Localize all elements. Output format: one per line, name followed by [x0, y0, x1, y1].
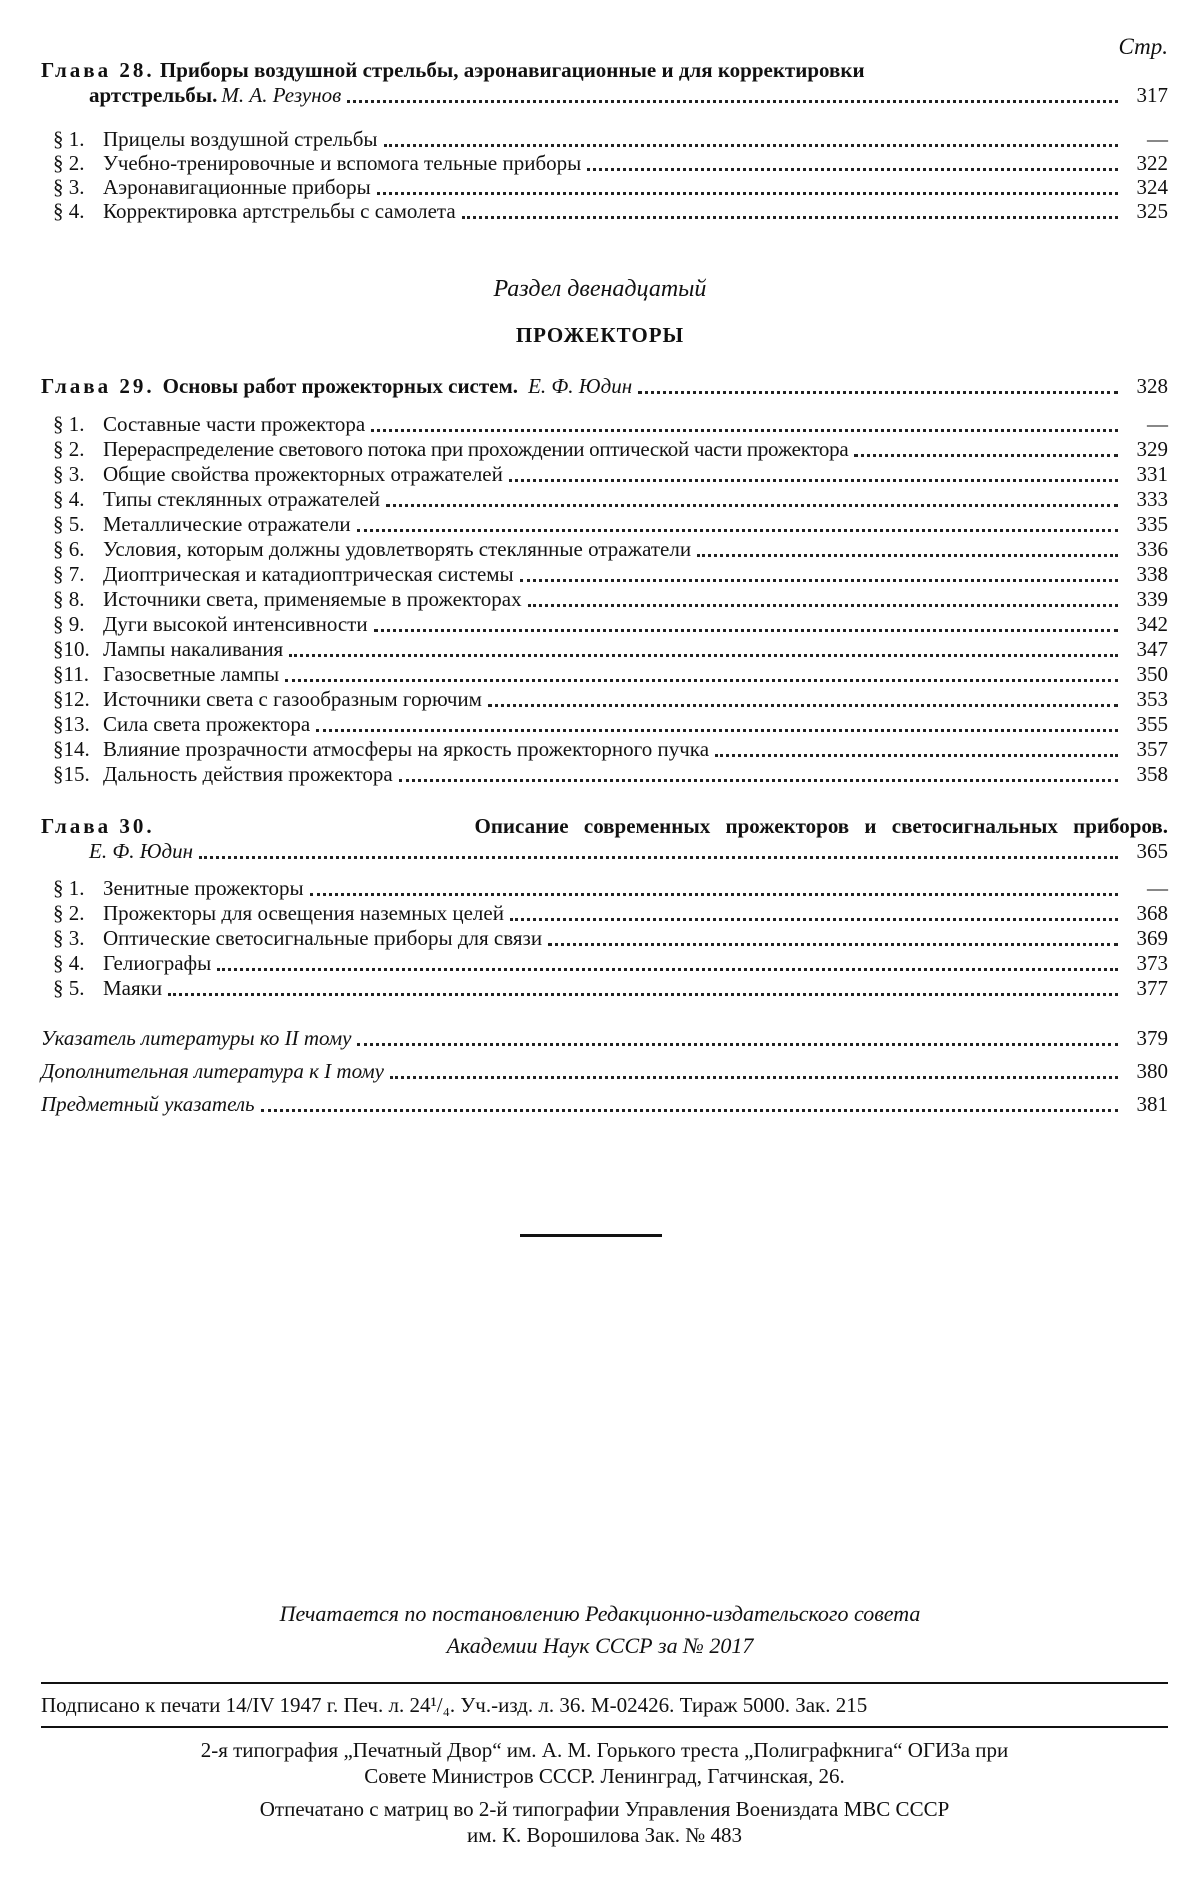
imprint-reprint-line2: им. К. Ворошилова Зак. № 483 [467, 1823, 742, 1847]
toc-page-number: 336 [1136, 537, 1168, 561]
toc-entry [53, 199, 1168, 224]
toc-section-number: § 4. [53, 951, 85, 975]
toc-entry-title: Источники света, применяемые в прожекторах [103, 587, 522, 611]
toc-entry-title: Составные части прожектора [103, 412, 366, 436]
toc-section-number: § 4. [53, 487, 85, 511]
leader-dots [371, 413, 1118, 432]
toc-entry [53, 637, 1168, 662]
toc-section-number: §12. [53, 687, 90, 711]
leader-dots [168, 977, 1118, 996]
toc-page-number: 342 [1136, 612, 1168, 636]
toc-page-number: 357 [1136, 737, 1168, 761]
toc-entry-title: Сила света прожектора [103, 712, 311, 736]
chapter-lead: Глава 30. [41, 814, 155, 838]
toc-page-number: — [1147, 127, 1168, 151]
toc-section-number: § 7. [53, 562, 85, 586]
toc-section-number: §14. [53, 737, 90, 761]
leader-dots [217, 952, 1118, 971]
leader-dots [715, 738, 1118, 757]
toc-section-number: § 1. [53, 412, 85, 436]
toc-page-number: 338 [1136, 562, 1168, 586]
toc-section-number: § 9. [53, 612, 85, 636]
leader-dots [347, 84, 1118, 103]
section-title: ПРОЖЕКТОРЫ [515, 323, 685, 347]
chapter-author: Е. Ф. Юдин [528, 374, 633, 398]
leader-dots [386, 488, 1118, 507]
toc-page-number: 353 [1136, 687, 1168, 711]
chapter-30-heading [41, 814, 1168, 864]
chapter-30-title-line1 [41, 814, 1168, 839]
toc-entry [53, 512, 1168, 537]
toc-entry-title: Корректировка артстрельбы с самолета [103, 199, 456, 223]
toc-page-number: 335 [1136, 512, 1168, 536]
leader-dots [548, 927, 1118, 946]
chapter-title: Приборы воздушной стрельбы, аэронавигационные и для корректировки [159, 58, 865, 82]
toc-entry [53, 737, 1168, 762]
imprint-reprint-line1: Отпечатано с матриц во 2-й типографии Управления Воениздата МВС СССР [259, 1797, 950, 1821]
imprint-printer-line2: Совете Министров СССР. Ленинград, Гатчинская, 26. [364, 1764, 845, 1788]
section-label: Раздел двенадцатый [493, 276, 707, 302]
toc-section-number: § 3. [53, 462, 85, 486]
toc-page-number: 373 [1136, 951, 1168, 975]
toc-entry [53, 901, 1168, 926]
toc-entry [53, 762, 1168, 787]
imprint-resolution-line2: Академии Наук СССР за № 2017 [446, 1633, 754, 1658]
toc-page-number: — [1147, 876, 1168, 900]
index-page-number: 381 [1136, 1092, 1168, 1116]
toc-entry-title: Оптические светосигнальные приборы для связи [103, 926, 543, 950]
index-entry-title: Указатель литературы ко II тому [41, 1026, 352, 1050]
toc-entry [53, 487, 1168, 512]
chapter-29-title-line [41, 374, 1168, 399]
toc-page-number: 347 [1136, 637, 1168, 661]
leader-dots [488, 688, 1118, 707]
toc-entry-title: Условия, которым должны удовлетворять стеклянные отражатели [103, 537, 692, 561]
toc-page-number: — [1147, 412, 1168, 436]
chapter-30-title-line2 [41, 839, 1168, 864]
toc-entry-title: Лампы накаливания [103, 637, 284, 661]
leader-dots [285, 663, 1118, 682]
index-page-number: 379 [1136, 1026, 1168, 1050]
toc-section-number: §15. [53, 762, 90, 786]
chapter-title: Описание современных прожекторов и светосигнальных приборов. [474, 814, 1168, 838]
leader-dots [377, 176, 1118, 195]
leader-dots [399, 763, 1118, 782]
toc-entry-title: Аэронавигационные приборы [103, 175, 371, 199]
chapter-lead: Глава 29. [41, 374, 155, 398]
toc-entry [53, 926, 1168, 951]
toc-entry-title: Дальность действия прожектора [103, 762, 393, 786]
toc-page-number: 324 [1136, 175, 1168, 199]
index-entry [41, 1058, 1168, 1084]
toc-section-number: § 6. [53, 537, 85, 561]
chapter-page: 317 [1136, 83, 1168, 107]
toc-page-number: 339 [1136, 587, 1168, 611]
toc-entry-title: Типы стеклянных отражателей [103, 487, 380, 511]
toc-entry [53, 587, 1168, 612]
toc-entry [53, 976, 1168, 1001]
toc-entry [53, 712, 1168, 737]
toc-page-number: 377 [1136, 976, 1168, 1000]
toc-entry-title: Маяки [103, 976, 163, 1000]
chapter-28-title-line1 [41, 58, 1168, 83]
chapter-author: М. А. Резунов [221, 83, 342, 107]
index-entry [41, 1025, 1168, 1051]
toc-page-number: 325 [1136, 199, 1168, 223]
chapter-title: Основы работ прожекторных систем. [162, 374, 519, 398]
toc-page-number: 333 [1136, 487, 1168, 511]
toc-entry [53, 612, 1168, 637]
toc-section-number: § 5. [53, 512, 85, 536]
toc-page-number: 322 [1136, 151, 1168, 175]
toc-page-number: 368 [1136, 901, 1168, 925]
chapter-page: 328 [1136, 374, 1168, 398]
toc-entry [53, 462, 1168, 487]
toc-entry [53, 687, 1168, 712]
leader-dots [854, 438, 1118, 457]
chapter-title-continued: артстрельбы. [89, 83, 218, 107]
toc-entry-title: Учебно-тренировочные и вспомога тельные приборы [103, 151, 582, 175]
leader-dots [390, 1060, 1118, 1079]
leader-dots [462, 200, 1118, 219]
chapter-lead: Глава 28. [41, 58, 155, 82]
index-entry [41, 1091, 1168, 1117]
toc-page-number: 331 [1136, 462, 1168, 486]
toc-entry [53, 437, 1168, 462]
toc-entry [53, 127, 1168, 152]
leader-dots [520, 563, 1118, 582]
leader-dots [199, 840, 1118, 859]
leader-dots [510, 902, 1118, 921]
toc-entry [53, 562, 1168, 587]
imprint-rule-bottom [41, 1726, 1168, 1728]
imprint-rule-top [41, 1682, 1168, 1684]
toc-entry-title: Газосветные лампы [103, 662, 280, 686]
toc-section-number: § 2. [53, 151, 85, 175]
leader-dots [357, 1027, 1118, 1046]
leader-dots [289, 638, 1118, 657]
toc-entry-title: Гелиографы [103, 951, 212, 975]
toc-entry-title: Общие свойства прожекторных отражателей [103, 462, 503, 486]
toc-entry-title: Зенитные прожекторы [103, 876, 304, 900]
leader-dots [509, 463, 1118, 482]
toc-section-number: § 4. [53, 199, 85, 223]
leader-dots [638, 375, 1118, 394]
index-entry-title: Предметный указатель [41, 1092, 255, 1116]
leader-dots [384, 128, 1119, 147]
toc-section-number: § 8. [53, 587, 85, 611]
toc-section-number: § 3. [53, 926, 85, 950]
toc-section-number: §13. [53, 712, 90, 736]
toc-entry [53, 412, 1168, 437]
chapter-28-heading [41, 58, 1168, 108]
leader-dots [357, 513, 1118, 532]
page-column-header: Стр. [1118, 34, 1168, 59]
toc-entry-title: Влияние прозрачности атмосферы на яркость прожекторного пучка [103, 737, 710, 761]
leader-dots [374, 613, 1118, 632]
index-page-number: 380 [1136, 1059, 1168, 1083]
imprint-resolution-line1: Печатается по постановлению Редакционно-издательского совета [279, 1601, 921, 1626]
toc-entry-title: Диоптрическая и катадиоптрическая системы [103, 562, 514, 586]
toc-section-number: § 1. [53, 876, 85, 900]
toc-entry [53, 151, 1168, 176]
leader-dots [310, 877, 1118, 896]
toc-section-number: § 2. [53, 437, 85, 461]
toc-entry-title: Источники света с газообразным горючим [103, 687, 482, 711]
leader-dots [261, 1093, 1118, 1112]
toc-entry [53, 175, 1168, 200]
toc-entry-title: Прожекторы для освещения наземных целей [103, 901, 504, 925]
chapter-page: 365 [1136, 839, 1168, 863]
toc-section-number: §10. [53, 637, 90, 661]
toc-page-number: 329 [1136, 437, 1168, 461]
toc-section-number: §11. [53, 662, 89, 686]
chapter-author: Е. Ф. Юдин [89, 839, 194, 863]
imprint-printer-line1: 2-я типография „Печатный Двор“ им. А. М. Горького треста „Полиграфкнига“ ОГИЗа при [200, 1738, 1009, 1762]
index-entry-title: Дополнительная литература к I тому [41, 1059, 385, 1083]
chapter-29-heading [41, 374, 1168, 399]
toc-page-number: 369 [1136, 926, 1168, 950]
toc-page-number: 350 [1136, 662, 1168, 686]
toc-page-number: 355 [1136, 712, 1168, 736]
leader-dots [587, 152, 1118, 171]
toc-entry [53, 662, 1168, 687]
toc-entry [53, 951, 1168, 976]
toc-section-number: § 2. [53, 901, 85, 925]
toc-section-number: § 3. [53, 175, 85, 199]
leader-dots [528, 588, 1118, 607]
toc-section-number: § 1. [53, 127, 85, 151]
toc-entry-title: Перераспределение светового потока при прохождении оптической части прожектора [103, 437, 849, 461]
toc-section-number: § 5. [53, 976, 85, 1000]
toc-entry [53, 537, 1168, 562]
toc-entry-title: Дуги высокой интенсивности [103, 612, 368, 636]
toc-entry [53, 876, 1168, 901]
toc-entry-title: Прицелы воздушной стрельбы [103, 127, 378, 151]
toc-entry-title: Металлические отражатели [103, 512, 351, 536]
section-divider [520, 1234, 662, 1237]
toc-page-number: 358 [1136, 762, 1168, 786]
leader-dots [697, 538, 1118, 557]
imprint-signed-line: Подписано к печати 14/IV 1947 г. Печ. л. 24¹/₄. Уч.-изд. л. 36. М-02426. Тираж 5000. Зак. 215 [41, 1693, 868, 1717]
leader-dots [316, 713, 1118, 732]
chapter-28-title-line2 [41, 83, 1168, 108]
